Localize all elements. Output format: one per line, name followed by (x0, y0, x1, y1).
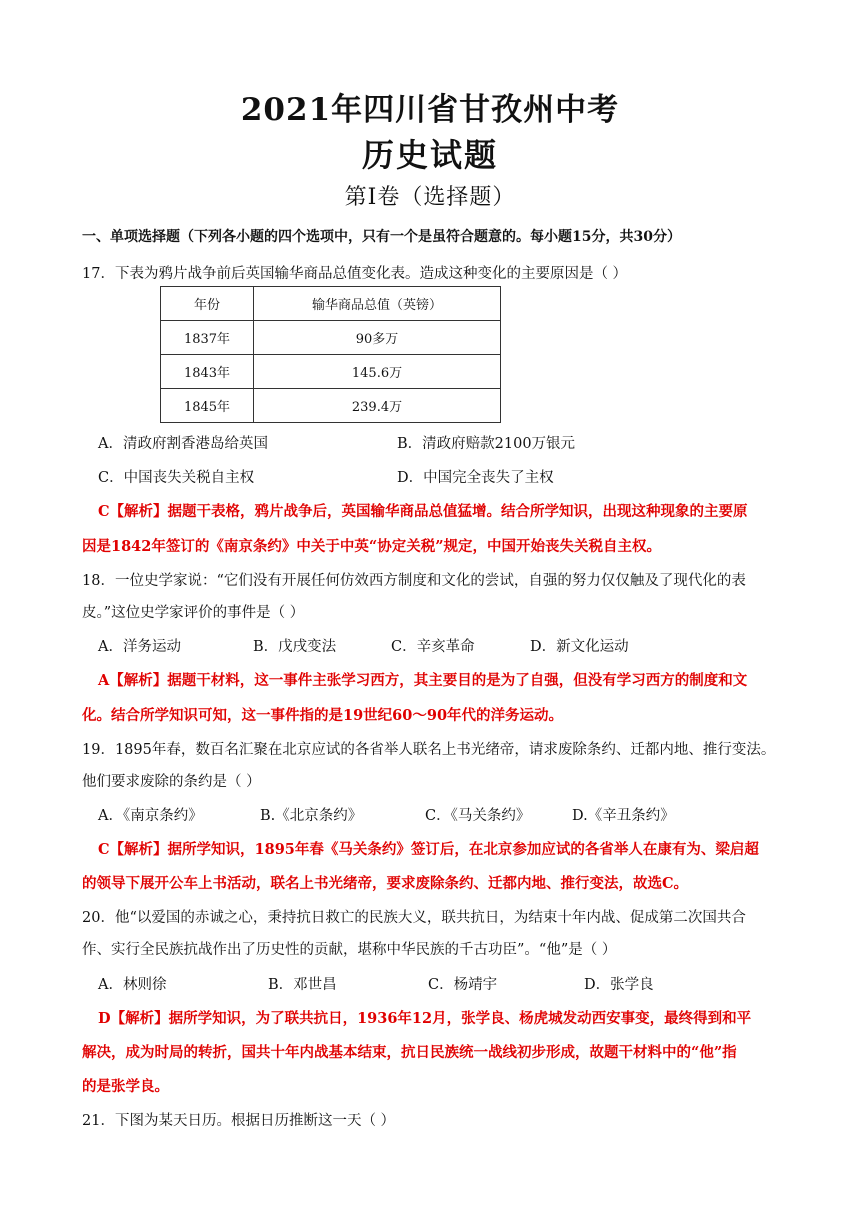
q17-analysis-line: 因是1842年签订的《南京条约》中关于中英“协定关税”规定，中国开始丧失关税自主权。 (82, 538, 662, 555)
q17-option-b: B．清政府赔款2100万银元 (397, 436, 576, 452)
q18-stem-line: 18．一位史学家说：“它们没有开展任何仿效西方制度和文化的尝试，自强的努力仅仅触及了现代化的表 (82, 573, 746, 589)
table-header-cell: 年份 (161, 287, 254, 321)
q20-analysis-line: D【解析】据所学知识，为了联共抗日，1936年12月，张学良、杨虎城发动西安事变，最终得到和平 (98, 1010, 752, 1027)
q20-stem-line: 20．他“以爱国的赤诚之心，秉持抗日救亡的民族大义，联共抗日，为结束十年内战、促成第二次国共合 (82, 910, 746, 926)
table-row (161, 389, 501, 423)
q17-option-d: D．中国完全丧失了主权 (397, 470, 554, 486)
q17-analysis-line: C【解析】据题干表格，鸦片战争后，英国输华商品总值猛增。结合所学知识，出现这种现象的主要原 (98, 503, 748, 520)
exam-title: 2021年四川省甘孜州中考 (240, 92, 620, 128)
table-header-cell: 输华商品总值（英镑） (254, 287, 501, 321)
table-cell: 90多万 (254, 321, 501, 355)
q20-option-c: C．杨靖宇 (428, 977, 498, 993)
q17-stem: 17．下表为鸦片战争前后英国输华商品总值变化表。造成这种变化的主要原因是（ ） (82, 266, 628, 282)
q20-analysis-line: 解决，成为时局的转折，国共十年内战基本结束，抗日民族统一战线初步形成，故题干材料中的“他”指 (82, 1044, 737, 1061)
table-cell: 239.4万 (254, 389, 501, 423)
q18-stem-line: 皮。”这位史学家评价的事件是（ ） (82, 605, 305, 621)
q17-table (160, 286, 501, 423)
q19-stem-line: 他们要求废除的条约是（ ） (82, 774, 261, 790)
q18-analysis-line: 化。结合所学知识可知，这一事件指的是19世纪60～90年代的洋务运动。 (82, 707, 564, 724)
q20-option-d: D．张学良 (584, 977, 654, 993)
q19-option-b: B.《北京条约》 (260, 808, 363, 824)
q20-option-b: B．邓世昌 (268, 977, 337, 993)
table-cell: 1843年 (161, 355, 254, 389)
section-heading: 一、单项选择题（下列各小题的四个选项中，只有一个是虽符合题意的。每小题15分，共30分） (82, 229, 681, 245)
exam-subtitle: 历史试题 (361, 136, 498, 174)
q18-option-c: C．辛亥革命 (391, 639, 475, 655)
q19-option-d: D.《辛丑条约》 (572, 808, 675, 824)
q19-stem-line: 19．1895年春，数百名汇聚在北京应试的各省举人联名上书光绪帝，请求废除条约、迁都内地、推行变法。 (82, 742, 776, 758)
q20-stem-line: 作、实行全民族抗战作出了历史性的贡献，堪称中华民族的千古功臣”。“他”是（ ） (82, 942, 617, 958)
table-cell: 1845年 (161, 389, 254, 423)
q18-option-a: A．洋务运动 (98, 639, 181, 655)
table-row (161, 355, 501, 389)
q19-option-c: C．《马关条约》 (425, 808, 531, 824)
table-cell: 1837年 (161, 321, 254, 355)
table-header-row (161, 287, 501, 321)
q21-stem: 21．下图为某天日历。根据日历推断这一天（ ） (82, 1113, 396, 1129)
q18-option-d: D．新文化运动 (530, 639, 629, 655)
table-cell: 145.6万 (254, 355, 501, 389)
q18-analysis-line: A【解析】据题干材料，这一事件主张学习西方，其主要目的是为了自强，但没有学习西方的制度和文 (98, 672, 748, 689)
q19-analysis-line: C【解析】据所学知识，1895年春《马关条约》签订后，在北京参加应试的各省举人在康有为、梁启超 (98, 841, 759, 858)
q17-option-c: C．中国丧失关税自主权 (98, 470, 255, 486)
q19-option-a: A．《南京条约》 (98, 808, 203, 824)
q18-option-b: B．戊戌变法 (253, 639, 337, 655)
q17-option-a: A．清政府割香港岛给英国 (98, 436, 268, 452)
volume-title: 第Ⅰ卷（选择题） (344, 185, 516, 210)
table-row (161, 321, 501, 355)
q19-analysis-line: 的领导下展开公车上书活动，联名上书光绪帝，要求废除条约、迁都内地、推行变法，故选C。 (82, 875, 689, 892)
q20-option-a: A．林则徐 (98, 977, 167, 993)
q20-analysis-line: 的是张学良。 (82, 1078, 169, 1095)
